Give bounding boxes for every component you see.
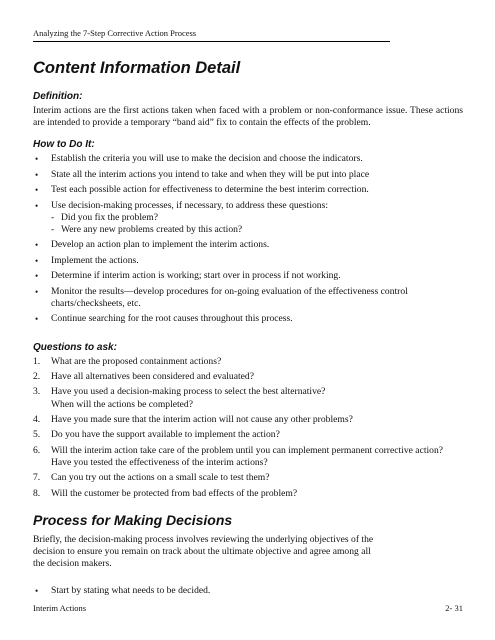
list-item: 3. Have you used a decision-making process to select the best alternative? When will the actions be completed? xyxy=(33,386,326,410)
list-item: 1. What are the proposed containment actions? xyxy=(33,355,222,367)
running-header: Analyzing the 7-Step Corrective Action Process xyxy=(33,28,390,42)
bullet-icon: • xyxy=(35,200,39,211)
bullet-icon: • xyxy=(35,169,39,180)
bullet-icon: • xyxy=(35,271,39,282)
questions-heading: Questions to ask: xyxy=(33,341,117,353)
list-item: • Test each possible action for effectiveness to determine the best interim correction. xyxy=(35,184,369,196)
sub-question: - Were any new problems created by this action? xyxy=(51,223,243,235)
questions-list xyxy=(33,356,463,500)
bullet-icon: • xyxy=(35,585,39,596)
list-item: • Establish the criteria you will use to make the decision and choose the indicators. xyxy=(35,153,363,165)
bullet-icon: • xyxy=(35,185,39,196)
decisions-list xyxy=(33,585,463,597)
definition-text: Interim actions are the first actions taken when faced with a problem or non-conformance issue. These actions are intended to provide a temporary “band aid” fix to contain the effects of the problem. xyxy=(33,105,463,129)
list-item: • Use decision-making processes, if necessary, to address these questions: - Did you fix the problem? - Were any new problems created by this action? xyxy=(33,200,463,237)
sub-question: - Did you fix the problem? xyxy=(51,211,158,223)
how-to-heading: How to Do It: xyxy=(33,139,95,151)
bullet-icon: • xyxy=(35,154,39,165)
definition-heading: Definition: xyxy=(33,91,83,102)
bullet-icon: • xyxy=(35,240,39,251)
list-item: • Develop an action plan to implement the interim actions. xyxy=(35,239,270,251)
bullet-icon: • xyxy=(35,314,39,325)
decisions-intro: Briefly, the decision-making process involves reviewing the underlying objectives of the decision to ensure you remain on track about the ultimate objective and agree among all the decision makers. xyxy=(33,534,374,570)
list-item: 5. Do you have the support available to implement the action? xyxy=(33,429,280,441)
list-item: • Determine if interim action is working; start over in process if not working. xyxy=(35,270,341,282)
bullet-icon: • xyxy=(35,286,39,297)
list-item: 6. Will the interim action take care of the problem until you can implement permanent corrective action? Have you tested the effectiveness of the interim actions? xyxy=(33,444,444,468)
list-item: • Monitor the results—develop procedures for on-going evaluation of the effectiveness control charts/checksheets, etc. xyxy=(35,285,408,309)
list-item: • Continue searching for the root causes throughout this process. xyxy=(35,313,293,325)
list-item: 8. Will the customer be protected from bad effects of the problem? xyxy=(33,487,298,499)
list-item: 4. Have you made sure that the interim action will not cause any other problems? xyxy=(33,413,353,425)
content-info-title: Content Information Detail xyxy=(33,59,241,77)
page-number: 2- 31 xyxy=(445,603,463,613)
list-item: • Implement the actions. xyxy=(35,254,139,266)
list-item: • State all the interim actions you intend to take and when they will be put into place xyxy=(35,168,370,180)
page-content xyxy=(33,58,463,600)
decisions-title: Process for Making Decisions xyxy=(33,512,233,529)
footer-section-name: Interim Actions xyxy=(33,603,87,613)
list-item: 2. Have all alternatives been considered and evaluated? xyxy=(33,370,254,382)
list-item: 7. Can you try out the actions on a small scale to test them? xyxy=(33,472,270,484)
list-item: • Start by stating what needs to be decided. xyxy=(35,584,211,596)
bullet-icon: • xyxy=(35,255,39,266)
how-to-list xyxy=(33,153,463,325)
